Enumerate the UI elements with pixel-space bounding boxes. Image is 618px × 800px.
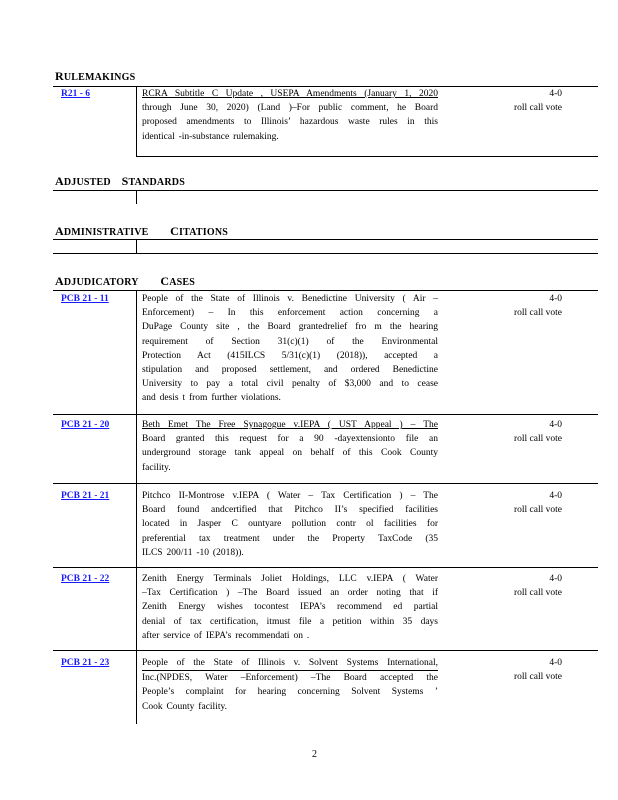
case-summary: Beth Emet The Free Synagogue v.IEPA ( UST Appeal ) – The Board granted this request for a 90 -dayextensionto file an underground storage tank appeal on behalf of this Cook County facility. [142, 420, 438, 473]
section-heading-administrative-citations: ADMINISTRATIVE CITATIONS [55, 224, 229, 238]
docket-link-pcb-21-11[interactable]: PCB 21 - 11 [61, 294, 109, 304]
divider [53, 414, 598, 415]
docket-link-pcb-21-20[interactable]: PCB 21 - 20 [61, 420, 110, 430]
column-divider [136, 290, 137, 724]
docket-link-r21-6[interactable]: R21 - 6 [61, 89, 91, 99]
docket-link-pcb-21-23[interactable]: PCB 21 - 23 [61, 658, 110, 668]
vote-result: 4-0 roll call vote [513, 658, 562, 683]
section-heading-adjudicatory-cases: ADJUDICATORY CASES [55, 274, 196, 288]
divider [53, 650, 598, 651]
vote-result: 4-0 roll call vote [513, 294, 562, 319]
section-heading-rulemakings: RULEMAKINGS [55, 69, 136, 83]
vote-result: 4-0 roll call vote [513, 89, 562, 114]
divider [53, 253, 598, 254]
divider [53, 190, 598, 191]
column-divider [136, 190, 137, 204]
vote-result: 4-0 roll call vote [513, 491, 562, 516]
divider [136, 156, 598, 157]
case-summary: People of the State of Illinois v. Solvent Systems International, Inc.(NPDES, Water –Enforcement) –The Board accepted the People’s complaint for hearing concerning Solvent Systems ’ Cook County facility. [142, 658, 438, 712]
divider [53, 483, 598, 484]
case-summary: People of the State of Illinois v. Benedictine University ( Air – Enforcement) – In this enforcement action concerning a DuPage County site , the Board grantedrelief fro m the hearing requirement of Section 31(c)(1) of the Environmental Protection Act (415ILCS 5/31(c)(1) (2018)), accepted a stipulation and proposed settlement, and ordered Benedictine University to pay a total civil penalty of $3,000 and to cease and desis t from further violations. [142, 294, 438, 404]
section-heading-adjusted-standards: ADJUSTED STANDARDS [55, 174, 185, 188]
vote-result: 4-0 roll call vote [513, 574, 562, 599]
docket-link-pcb-21-22[interactable]: PCB 21 - 22 [61, 574, 110, 584]
divider [53, 239, 598, 240]
vote-result: 4-0 roll call vote [513, 420, 562, 445]
docket-link-pcb-21-21[interactable]: PCB 21 - 21 [61, 491, 110, 501]
column-divider [136, 86, 137, 156]
divider [53, 290, 598, 291]
column-divider [136, 239, 137, 253]
divider [53, 567, 598, 568]
case-summary: Zenith Energy Terminals Joliet Holdings, LLC v.IEPA ( Water –Tax Certification ) –The Board issued an order noting that if Zenith Energy wishes tocontest IEPA’s recommend ed partial denial of tax certification, itmust file a petition within 35 days after service of IEPA’s recommendati on . [142, 574, 438, 641]
page-number: 2 [312, 749, 317, 760]
rulemaking-summary: RCRA Subtitle C Update , USEPA Amendments (January 1, 2020 through June 30, 2020) (Land )–For public comment, he Board proposed amendments to Illinois’ hazardous waste rules in this identical -in-substance rulemaking. [142, 89, 438, 142]
case-summary: Pitchco II-Montrose v.IEPA ( Water – Tax Certification ) – The Board found andcertified that Pitchco II’s specified facilities located in Jasper C ountyare pollution contr ol facilities for preferential tax treatment under the Property TaxCode (35 ILCS 200/11 -10 (2018)). [142, 491, 438, 558]
